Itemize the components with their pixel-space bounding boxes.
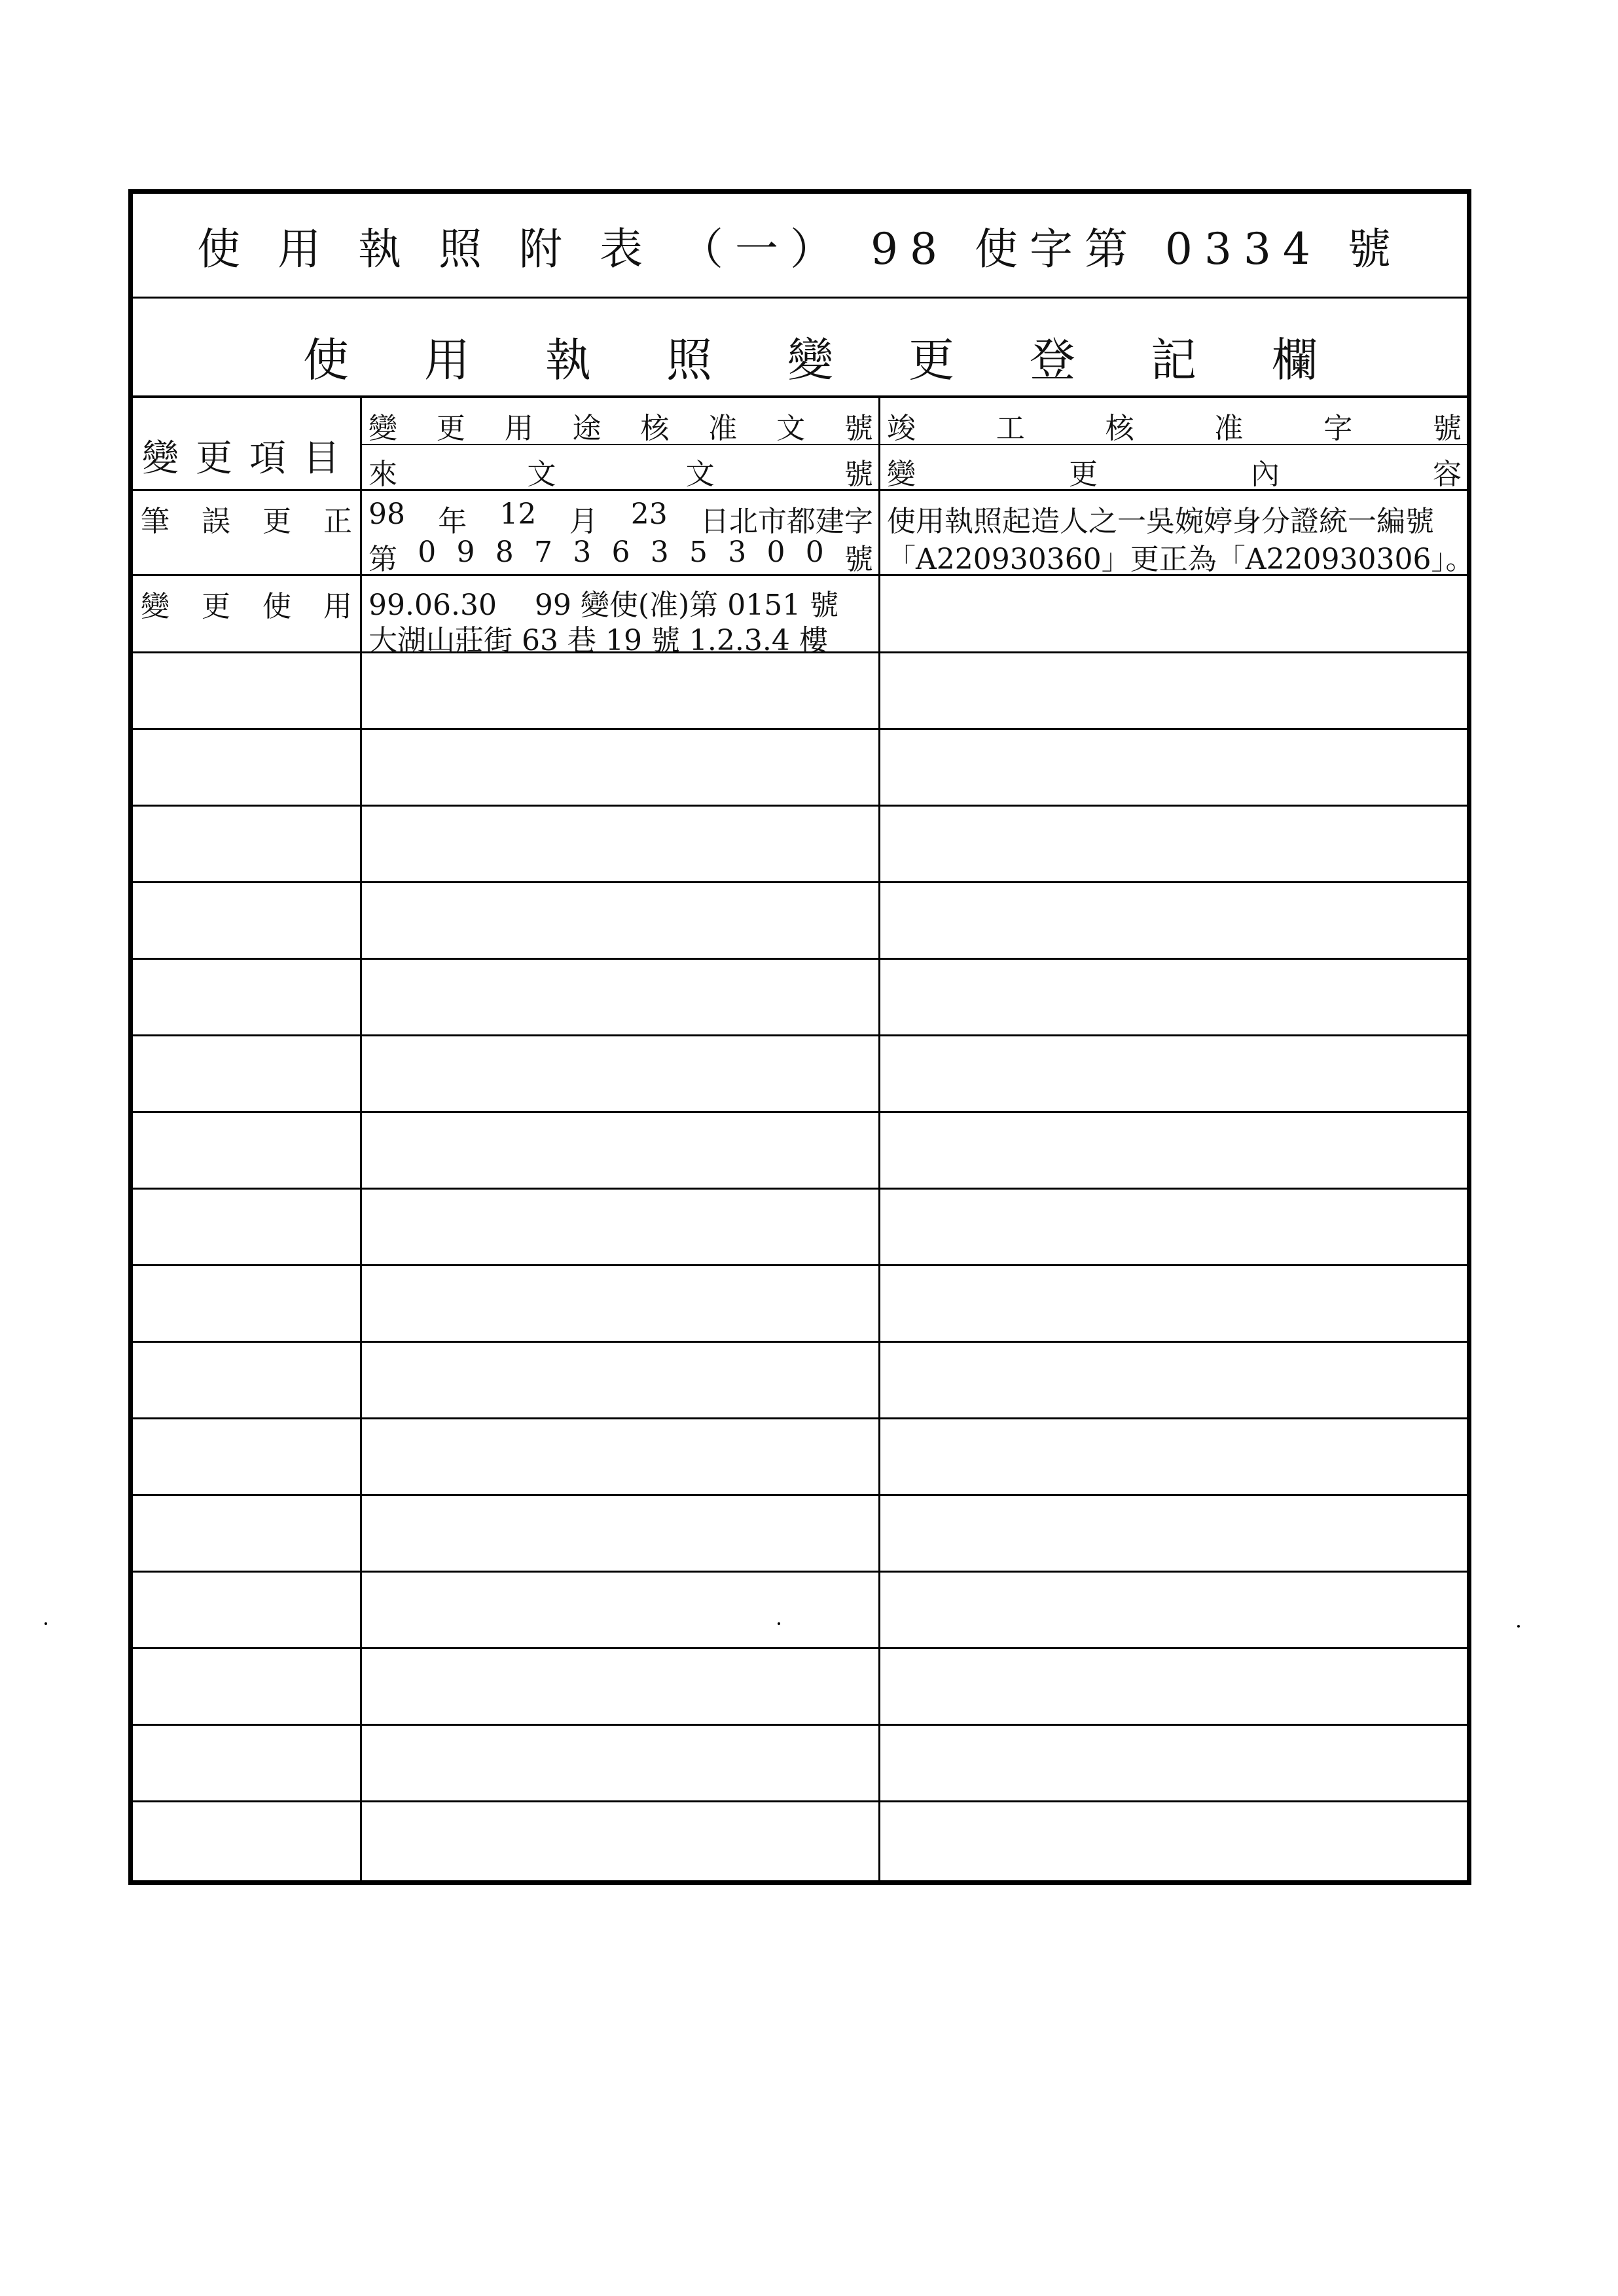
header-char: 變 (369, 412, 397, 445)
doc-token: 第 (369, 543, 397, 576)
doc-token: 0 (418, 536, 437, 569)
item-cell (133, 1036, 362, 1111)
table-row (133, 960, 1467, 1036)
item-cell (133, 1496, 362, 1571)
table-row (133, 653, 1467, 730)
header-char: 來 (369, 458, 397, 491)
content-cell (880, 1036, 1467, 1111)
scan-speck (778, 1622, 780, 1625)
doc-token: 月 (569, 505, 598, 538)
doc-cell (362, 653, 880, 728)
header-row (133, 398, 1467, 491)
header-change-content (880, 444, 1467, 490)
header-completion-no (880, 398, 1467, 445)
table-row (133, 1573, 1467, 1649)
table-row (133, 1343, 1467, 1419)
item-cell (133, 883, 362, 958)
item-cell (133, 1113, 362, 1188)
doc-token: 0 (766, 536, 785, 569)
item-cell (133, 730, 362, 805)
header-char: 號 (844, 412, 873, 445)
subtitle-char: 登 (1030, 333, 1075, 387)
item-cell (133, 1649, 362, 1724)
doc-cell (362, 1036, 880, 1111)
doc-token: 23 (630, 498, 668, 531)
item-cell (133, 1343, 362, 1417)
doc-token: 6 (611, 536, 630, 569)
table-row (133, 1036, 1467, 1113)
header-char: 竣 (887, 412, 916, 445)
content-cell (880, 1649, 1467, 1724)
form-subtitle (133, 299, 1467, 398)
doc-token: 3 (573, 536, 592, 569)
header-char: 字 (1323, 412, 1353, 445)
content-cell (880, 883, 1467, 958)
scan-speck (1517, 1625, 1520, 1628)
doc-cell (362, 1190, 880, 1264)
header-char: 文 (527, 458, 556, 491)
doc-token: 號 (844, 543, 873, 576)
table-row (133, 1496, 1467, 1573)
subtitle-char: 欄 (1272, 333, 1318, 387)
item-char: 使 (262, 590, 291, 623)
content-cell (880, 1496, 1467, 1571)
header-item-label: 變更項目 (142, 437, 357, 480)
content-cell (880, 730, 1467, 805)
table-row (133, 576, 1467, 657)
content-cell (880, 1113, 1467, 1188)
content-cell (880, 1343, 1467, 1417)
doc-line: 大湖山莊街 63 巷 19 號 1.2.3.4 樓 (369, 624, 828, 657)
doc-cell (362, 1573, 880, 1647)
doc-line (369, 536, 873, 577)
item-cell (133, 807, 362, 881)
header-char: 內 (1251, 458, 1280, 491)
item-cell (133, 1266, 362, 1341)
doc-token: 日北市都建字 (700, 505, 873, 538)
license-form-table (128, 189, 1475, 1885)
header-char: 核 (1105, 412, 1134, 445)
item-char: 用 (323, 590, 352, 623)
item-char: 更 (202, 590, 230, 623)
doc-cell (362, 1113, 880, 1188)
doc-cell (362, 1266, 880, 1341)
table-row (133, 1649, 1467, 1726)
item-cell (133, 653, 362, 728)
header-char: 文 (776, 412, 806, 445)
header-char: 號 (1432, 412, 1462, 445)
doc-token: 3 (728, 536, 747, 569)
doc-cell (362, 807, 880, 881)
item-cell (133, 576, 362, 651)
doc-token: 8 (495, 536, 514, 569)
item-cell (133, 1726, 362, 1800)
doc-cell (362, 1649, 880, 1724)
table-row (133, 491, 1475, 576)
form-title: 使 用 執 照 附 表 （一） 98 使字第 0334 號 (133, 194, 1467, 299)
content-cell (880, 1190, 1467, 1264)
item-char: 正 (323, 505, 352, 538)
doc-token: 12 (499, 498, 537, 531)
content-line: 「A220930360」更正為「A220930306」。 (887, 543, 1475, 576)
content-cell (880, 1802, 1467, 1880)
doc-line (369, 498, 873, 539)
item-char: 變 (141, 590, 170, 623)
item-cell (133, 1190, 362, 1264)
header-char: 更 (436, 412, 465, 445)
header-char: 號 (844, 458, 873, 491)
item-cell (133, 491, 362, 574)
doc-cell (362, 1343, 880, 1417)
subtitle-char: 更 (908, 333, 954, 387)
content-cell (880, 653, 1467, 728)
doc-cell (362, 883, 880, 958)
header-content-cell (880, 398, 1467, 489)
item-cell (133, 960, 362, 1034)
table-row (133, 1802, 1467, 1880)
content-cell (880, 960, 1467, 1034)
doc-cell (362, 1802, 880, 1880)
table-row (133, 1419, 1467, 1496)
header-char: 核 (640, 412, 670, 445)
header-item-cell (133, 398, 362, 489)
content-line: 使用執照起造人之一吳婉婷身分證統一編號 (887, 505, 1434, 538)
doc-cell (362, 1496, 880, 1571)
doc-token: 3 (650, 536, 669, 569)
doc-token: 0 (805, 536, 824, 569)
header-char: 途 (572, 412, 602, 445)
item-cell (133, 1573, 362, 1647)
header-char: 更 (1069, 458, 1098, 491)
header-approval-no (362, 398, 878, 445)
doc-cell (362, 960, 880, 1034)
content-cell (880, 1266, 1467, 1341)
subtitle-char: 使 (303, 333, 349, 387)
header-char: 容 (1433, 458, 1462, 491)
doc-cell (362, 576, 880, 657)
doc-cell (362, 1419, 880, 1494)
table-row (133, 1190, 1467, 1266)
subtitle-char: 用 (424, 333, 470, 387)
header-char: 變 (887, 458, 916, 491)
content-cell (880, 1419, 1467, 1494)
item-char: 筆 (141, 505, 170, 538)
doc-token: 98 (369, 498, 405, 531)
item-char: 更 (262, 505, 291, 538)
item-cell (133, 1419, 362, 1494)
table-row (133, 730, 1467, 807)
doc-cell (362, 491, 880, 574)
header-doc-cell (362, 398, 880, 489)
table-row (133, 807, 1467, 883)
table-row (133, 1726, 1467, 1802)
item-label (141, 498, 352, 539)
item-label (141, 583, 352, 625)
item-char: 誤 (202, 505, 230, 538)
table-row (133, 883, 1467, 960)
header-char: 准 (708, 412, 738, 445)
subtitle-char: 照 (666, 333, 712, 387)
content-cell (880, 1726, 1467, 1800)
item-cell (133, 1802, 362, 1880)
doc-cell (362, 730, 880, 805)
doc-token: 5 (689, 536, 708, 569)
header-incoming-doc-no (362, 444, 878, 490)
header-char: 用 (504, 412, 533, 445)
header-char: 文 (685, 458, 715, 491)
table-row (133, 1266, 1467, 1343)
subtitle-char: 記 (1151, 333, 1196, 387)
content-cell (880, 807, 1467, 881)
subtitle-char: 執 (545, 333, 591, 387)
doc-token: 年 (438, 505, 467, 538)
content-cell (880, 1573, 1467, 1647)
table-row (133, 1113, 1467, 1190)
doc-token: 9 (456, 536, 475, 569)
header-char: 工 (996, 412, 1025, 445)
doc-line: 99.06.30 99 變使(准)第 0151 號 (369, 589, 839, 622)
content-cell (880, 491, 1475, 576)
scan-speck (45, 1622, 47, 1625)
doc-token: 7 (534, 536, 552, 569)
doc-cell (362, 1726, 880, 1800)
content-cell (880, 576, 1467, 651)
subtitle-char: 變 (787, 333, 833, 387)
header-char: 准 (1214, 412, 1244, 445)
